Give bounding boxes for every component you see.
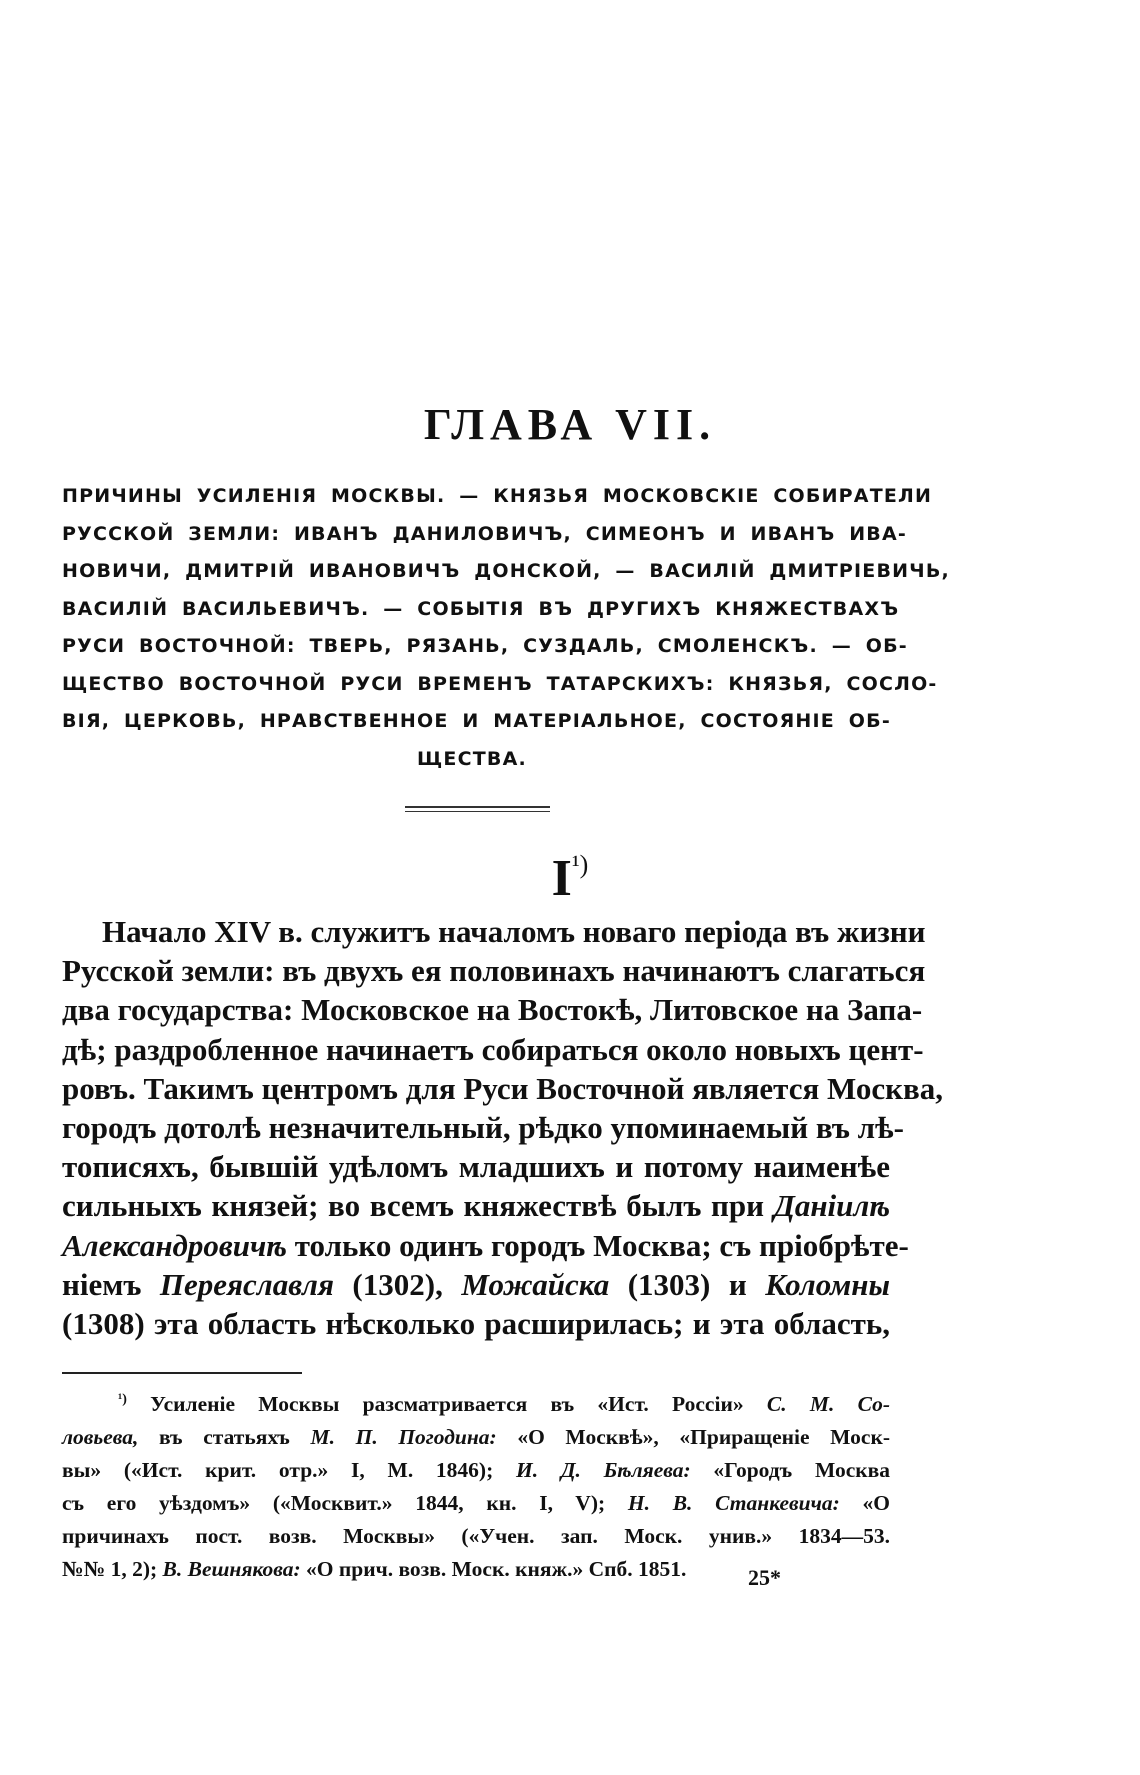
text-span: «О прич. возв. Моск. княж.» Спб. 1851.: [300, 1557, 687, 1581]
chapter-title: ГЛАВА VII.: [423, 400, 717, 449]
footnote-mark: ¹): [118, 1392, 127, 1407]
text-line: тописяхъ, бывшій удѣломъ младшихъ и потому наименѣе: [62, 1149, 890, 1185]
summary-line: НОВИЧИ, ДМИТРІЙ ИВАНОВИЧЪ ДОНСКОЙ, — ВАСИЛІЙ ДМИТРІЕВИЧЬ,: [62, 560, 950, 582]
author-italic: ловьева,: [62, 1425, 139, 1449]
text-span: ніемъ: [62, 1266, 160, 1302]
text-span: «О: [839, 1491, 890, 1515]
place-italic: Можайска: [461, 1266, 610, 1302]
section-heading: [0, 835, 1140, 909]
footnote-line: [62, 1487, 890, 1520]
text-line: (1308) эта область нѣсколько расширилась; и эта область,: [62, 1306, 890, 1342]
footnote-line: причинахъ пост. возв. Москвы» («Учен. зап. Моск. унив.» 1834—53.: [62, 1524, 890, 1548]
footnote-rule: [62, 1372, 302, 1374]
footnote-line: [62, 1421, 890, 1454]
text-line: Русской земли: въ двухъ ея половинахъ начинаютъ слагаться: [62, 953, 926, 989]
author-italic: Н. В. Станкевича:: [627, 1491, 840, 1515]
place-italic: Коломны: [765, 1266, 890, 1302]
author-italic: С. М. Со-: [766, 1392, 890, 1416]
summary-line: ЩЕСТВА.: [417, 747, 527, 770]
footnote: [62, 1383, 890, 1586]
name-italic: Даніилѣ: [773, 1188, 890, 1224]
author-italic: В. Вешнякова:: [162, 1557, 301, 1581]
author-italic: М. П. Погодина:: [310, 1425, 497, 1449]
text-line: два государства: Московское на Востокѣ, Литовское на Запа-: [62, 992, 923, 1028]
name-italic: Александровичѣ: [62, 1227, 287, 1263]
text-span: №№ 1, 2);: [62, 1557, 163, 1581]
author-italic: И. Д. Бѣляева:: [516, 1458, 691, 1482]
text-span: «Городъ Москва: [690, 1458, 890, 1482]
footnote-reference: ¹): [571, 850, 589, 879]
text-line: [62, 1265, 890, 1304]
text-span: съ его уѣздомъ» («Москвит.» 1844, кн. I, V);: [62, 1491, 628, 1515]
place-italic: Переяславля: [159, 1266, 334, 1302]
text-line: ровъ. Такимъ центромъ для Руси Восточной является Москва,: [62, 1070, 943, 1106]
text-span: въ статьяхъ: [138, 1425, 311, 1449]
ornamental-divider: [405, 806, 550, 815]
text-line: дѣ; раздробленное начинаетъ собираться около новыхъ цент-: [62, 1031, 924, 1067]
chapter-summary: [62, 478, 950, 778]
body-paragraph: [62, 912, 943, 1343]
text-line: [62, 1226, 909, 1265]
text-span: Усиленіе Москвы разсматривается въ «Ист. Россіи»: [126, 1392, 767, 1416]
text-line: [62, 1186, 890, 1225]
summary-line: ВІЯ, ЦЕРКОВЬ, НРАВСТВЕННОЕ И МАТЕРІАЛЬНОЕ, СОСТОЯНІЕ ОБ-: [62, 710, 891, 732]
footnote-line: [62, 1383, 890, 1421]
text-line: городъ дотолѣ незначительный, рѣдко упоминаемый въ лѣ-: [62, 1110, 904, 1146]
summary-line: РУССКОЙ ЗЕМЛИ: ИВАНЪ ДАНИЛОВИЧЪ, СИМЕОНЪ И ИВАНЪ ИВА-: [62, 522, 907, 545]
signature-mark: 25*: [748, 1565, 781, 1590]
text-span: только одинъ городъ Москва; съ пріобрѣте-: [286, 1227, 909, 1263]
text-line: Начало XIV в. служитъ началомъ новаго періода въ жизни: [102, 914, 926, 949]
summary-line: ЩЕСТВО ВОСТОЧНОЙ РУСИ ВРЕМЕНЪ ТАТАРСКИХЪ: КНЯЗЬЯ, СОСЛО-: [62, 672, 938, 695]
text-span: вы» («Ист. крит. отр.» I, М. 1846);: [62, 1458, 516, 1482]
text-span: (1302),: [333, 1266, 462, 1302]
summary-line: ВАСИЛІЙ ВАСИЛЬЕВИЧЪ. — СОБЫТІЯ ВЪ ДРУГИХЪ КНЯЖЕСТВАХЪ: [62, 597, 900, 620]
section-number: I: [551, 850, 572, 907]
summary-line: РУСИ ВОСТОЧНОЙ: ТВЕРЬ, РЯЗАНЬ, СУЗДАЛЬ, СМОЛЕНСКЪ. — ОБ-: [62, 635, 908, 657]
text-span: «О Москвѣ», «Приращеніе Моск-: [496, 1425, 891, 1449]
summary-line: ПРИЧИНЫ УСИЛЕНІЯ МОСКВЫ. — КНЯЗЬЯ МОСКОВСКІЕ СОБИРАТЕЛИ: [62, 485, 933, 507]
text-span: сильныхъ князей; во всемъ княжествѣ былъ при: [62, 1188, 765, 1224]
text-span: (1303) и: [609, 1266, 766, 1302]
footnote-line: [62, 1454, 890, 1487]
